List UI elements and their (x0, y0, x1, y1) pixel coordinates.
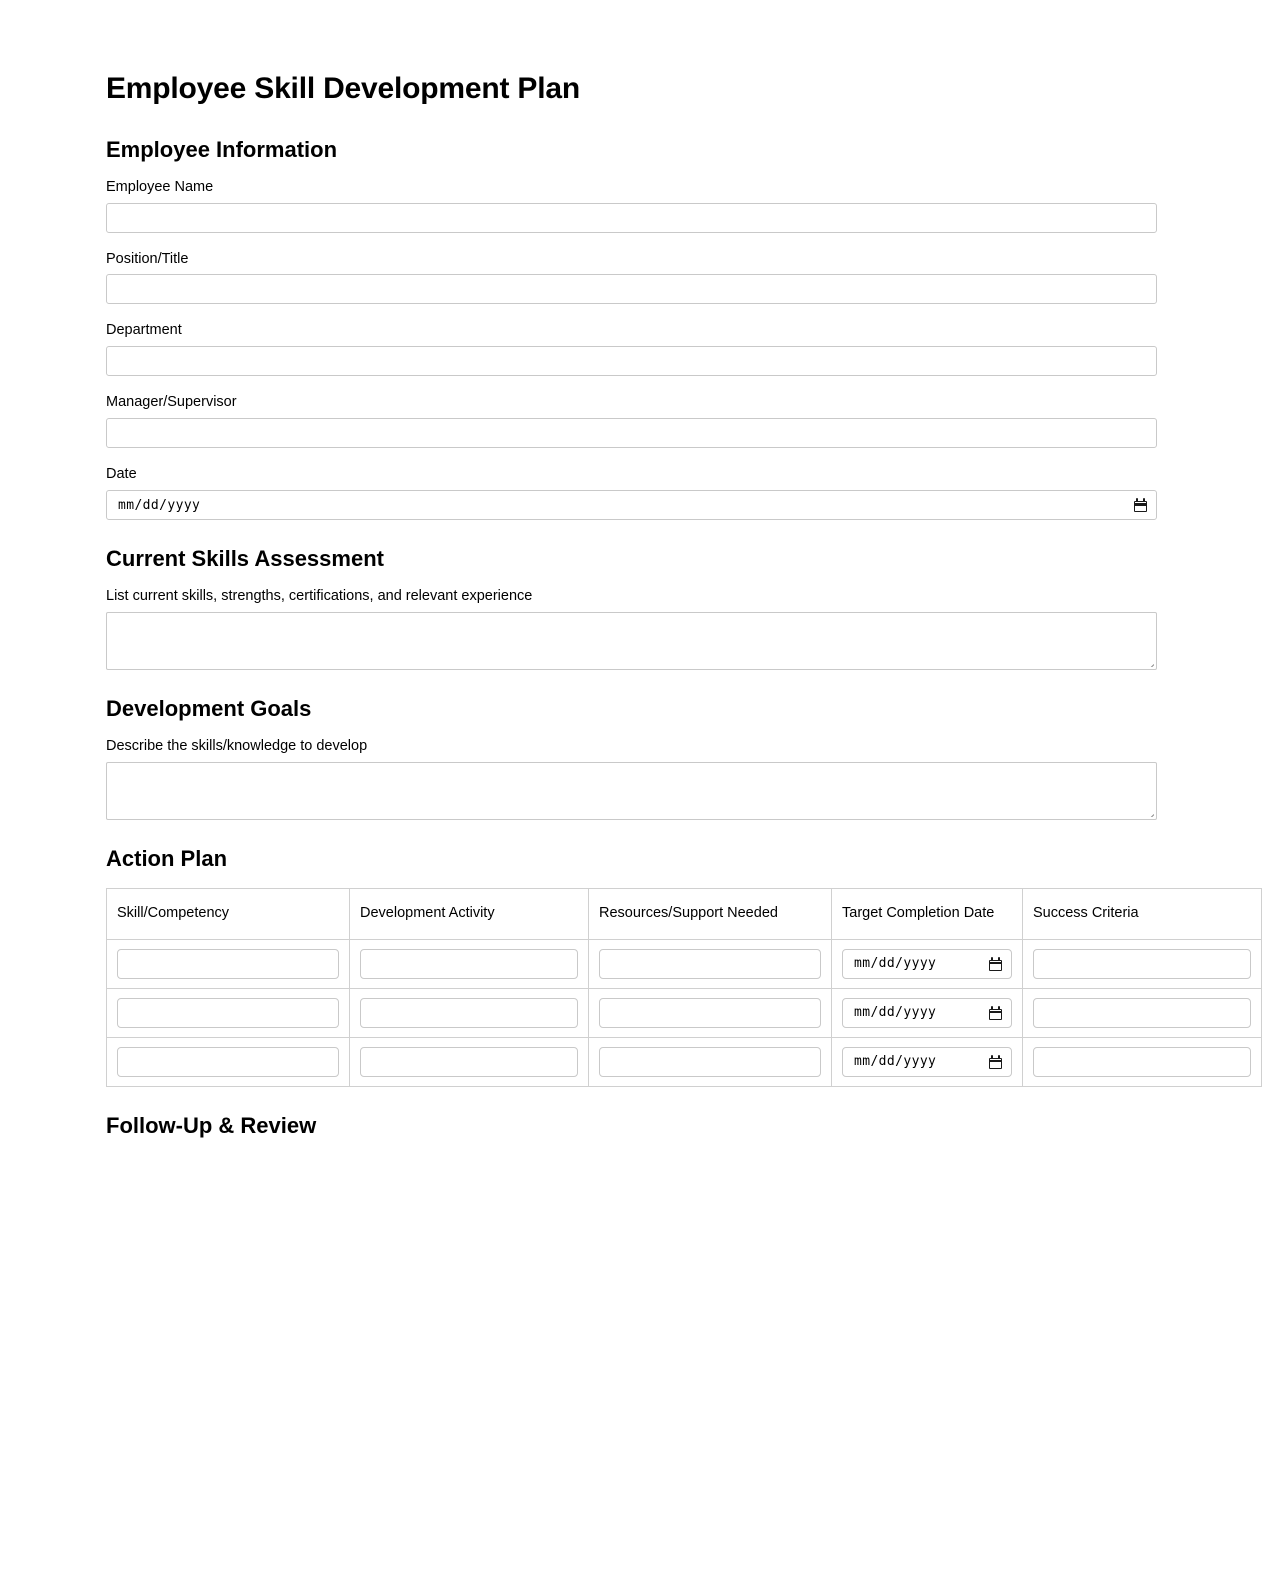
table-row (107, 939, 1262, 988)
page-title: Employee Skill Development Plan (106, 72, 580, 105)
date-placeholder-text: mm/dd/yyyy (854, 1054, 937, 1070)
target-date-input-2[interactable] (842, 998, 1012, 1028)
date-placeholder-text: mm/dd/yyyy (854, 1005, 937, 1021)
label-employee-name: Employee Name (106, 178, 214, 195)
development-activity-input-3[interactable] (360, 1047, 578, 1077)
column-header-target-completion-date: Target Completion Date (832, 888, 1023, 939)
table-row (107, 1037, 1262, 1086)
calendar-icon[interactable] (989, 1006, 1002, 1020)
cell-development-activity (350, 988, 589, 1037)
cell-success-criteria (1023, 939, 1262, 988)
target-date-input-3[interactable] (842, 1047, 1012, 1077)
section-heading-employee-information: Employee Information (106, 136, 338, 162)
development-activity-input-2[interactable] (360, 998, 578, 1028)
skill-competency-input-1[interactable] (117, 949, 339, 979)
resources-support-input-3[interactable] (599, 1047, 821, 1077)
label-current-skills: List current skills, strengths, certifications, and relevant experience (106, 588, 533, 605)
section-heading-action-plan: Action Plan (106, 846, 228, 872)
label-department: Department (106, 322, 182, 339)
success-criteria-input-2[interactable] (1033, 998, 1251, 1028)
date-input[interactable] (106, 490, 1157, 520)
section-employee-information (106, 137, 1157, 521)
field-manager-supervisor (106, 393, 1157, 448)
department-input[interactable] (106, 346, 1157, 376)
field-employee-name (106, 178, 1157, 233)
calendar-icon[interactable] (989, 1055, 1002, 1069)
section-current-skills-assessment (106, 546, 1157, 670)
action-plan-table-body (107, 939, 1262, 1086)
manager-supervisor-input[interactable] (106, 418, 1157, 448)
column-header-success-criteria: Success Criteria (1023, 888, 1262, 939)
column-header-development-activity: Development Activity (350, 888, 589, 939)
field-date (106, 465, 1157, 520)
date-placeholder-text: mm/dd/yyyy (854, 956, 937, 972)
current-skills-textarea[interactable] (106, 612, 1157, 670)
cell-target-completion-date (832, 939, 1023, 988)
resize-grip-icon[interactable] (1143, 806, 1154, 817)
cell-success-criteria (1023, 988, 1262, 1037)
section-heading-current-skills-assessment: Current Skills Assessment (106, 546, 384, 572)
label-development-goals: Describe the skills/knowledge to develop (106, 738, 368, 755)
success-criteria-input-1[interactable] (1033, 949, 1251, 979)
calendar-icon[interactable] (1134, 498, 1147, 512)
resize-grip-icon[interactable] (1143, 656, 1154, 667)
table-header-row (107, 888, 1262, 939)
cell-target-completion-date (832, 1037, 1023, 1086)
label-date: Date (106, 466, 137, 483)
column-header-resources-support-needed: Resources/Support Needed (589, 888, 832, 939)
employee-name-input[interactable] (106, 203, 1157, 233)
target-date-input-1[interactable] (842, 949, 1012, 979)
section-development-goals (106, 696, 1157, 820)
section-follow-up-review (106, 1113, 1157, 1138)
column-header-skill-competency: Skill/Competency (107, 888, 350, 939)
resources-support-input-2[interactable] (599, 998, 821, 1028)
cell-success-criteria (1023, 1037, 1262, 1086)
field-department (106, 321, 1157, 376)
cell-target-completion-date (832, 988, 1023, 1037)
cell-skill-competency (107, 988, 350, 1037)
action-plan-table-head (107, 888, 1262, 939)
development-activity-input-1[interactable] (360, 949, 578, 979)
skill-competency-input-3[interactable] (117, 1047, 339, 1077)
success-criteria-input-3[interactable] (1033, 1047, 1251, 1077)
cell-development-activity (350, 1037, 589, 1086)
skill-competency-input-2[interactable] (117, 998, 339, 1028)
development-goals-textarea[interactable] (106, 762, 1157, 820)
label-manager-supervisor: Manager/Supervisor (106, 394, 237, 411)
section-action-plan (106, 846, 1157, 1086)
section-heading-follow-up-review: Follow-Up & Review (106, 1112, 317, 1138)
cell-development-activity (350, 939, 589, 988)
action-plan-table (106, 888, 1262, 1087)
section-heading-development-goals: Development Goals (106, 696, 312, 722)
position-title-input[interactable] (106, 274, 1157, 304)
cell-resources-support (589, 988, 832, 1037)
date-placeholder-text: mm/dd/yyyy (118, 497, 201, 513)
cell-resources-support (589, 939, 832, 988)
cell-skill-competency (107, 1037, 350, 1086)
resources-support-input-1[interactable] (599, 949, 821, 979)
cell-resources-support (589, 1037, 832, 1086)
table-row (107, 988, 1262, 1037)
cell-skill-competency (107, 939, 350, 988)
calendar-icon[interactable] (989, 957, 1002, 971)
field-position-title (106, 250, 1157, 305)
label-position-title: Position/Title (106, 250, 189, 267)
